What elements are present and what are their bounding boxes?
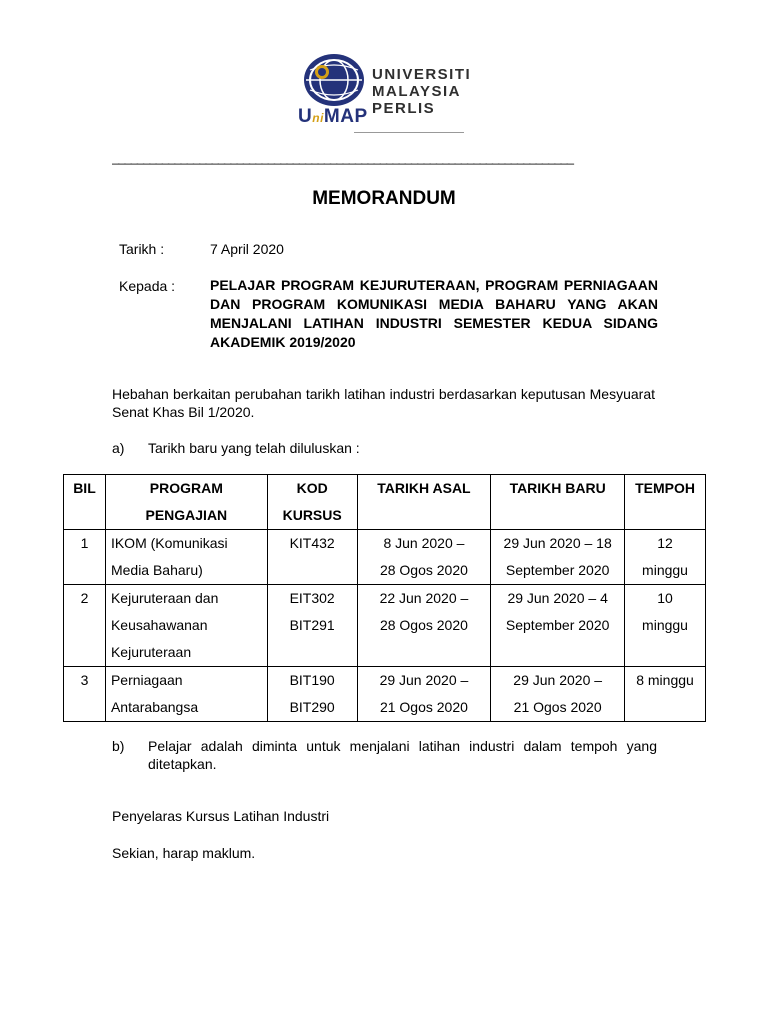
table-row [64,530,706,585]
table-row [64,667,706,722]
header-tempoh: TEMPOH [625,475,706,530]
cell-kod: EIT302 BIT291 [267,585,357,667]
cell-bil: 1 [64,530,106,585]
intro-paragraph: Hebahan berkaitan perubahan tarikh latihan industri berdasarkan keputusan Mesyuarat Senat Khas Bil 1/2020. [112,386,655,420]
list-marker: a) [112,440,125,456]
header-program: PROGRAM PENGAJIAN [105,475,267,530]
cell-tarikh-asal: 22 Jun 2020 – 28 Ogos 2020 [357,585,491,667]
memo-title: MEMORANDUM [312,188,456,209]
list-marker: b) [112,738,125,754]
logo-underline [354,132,464,133]
schedule-table [63,474,706,722]
cell-bil: 2 [64,585,106,667]
list-item-a [112,439,672,459]
table-header-row [64,475,706,530]
cell-kod: KIT432 [267,530,357,585]
header-tarikh-baru: TARIKH BARU [491,475,625,530]
table-row [64,585,706,667]
date-label: Tarikh : [119,241,165,257]
cell-program: IKOM (Komunikasi Media Baharu) [105,530,267,585]
university-name: UNIVERSITI MALAYSIA PERLIS [372,66,472,117]
header-bil: BIL [64,475,106,530]
university-acronym: UniMAP [298,106,368,127]
globe-emblem-icon [300,50,364,108]
recipient-value: PELAJAR PROGRAM KEJURUTERAAN, PROGRAM PERNIAGAAN DAN PROGRAM KOMUNIKASI MEDIA BAHARU YANG AKAN MENJALANI LATIHAN INDUSTRI SEMESTER KEDUA SIDANG AKADEMIK 2019/2020 [210,277,658,350]
cell-tempoh: 8 minggu [625,667,706,722]
list-text: Tarikh baru yang telah diluluskan : [148,440,360,456]
header-tarikh-asal: TARIKH ASAL [357,475,491,530]
recipient-label: Kepada : [119,278,176,294]
cell-tarikh-asal: 8 Jun 2020 – 28 Ogos 2020 [357,530,491,585]
cell-tarikh-baru: 29 Jun 2020 – 21 Ogos 2020 [491,667,625,722]
cell-tarikh-asal: 29 Jun 2020 – 21 Ogos 2020 [357,667,491,722]
header-kod: KOD KURSUS [267,475,357,530]
cell-kod: BIT190 BIT290 [267,667,357,722]
header-separator: __________________________________________________________________________ [112,150,574,165]
closing-line: Sekian, harap maklum. [112,845,256,861]
cell-program: Kejuruteraan dan Keusahawanan Kejuruteraan [105,585,267,667]
date-value: 7 April 2020 [210,241,284,257]
cell-tarikh-baru: 29 Jun 2020 – 18 September 2020 [491,530,625,585]
signatory: Penyelaras Kursus Latihan Industri [112,808,330,824]
cell-program: Perniagaan Antarabangsa [105,667,267,722]
cell-tempoh: 12 minggu [625,530,706,585]
list-text: Pelajar adalah diminta untuk menjalani latihan industri dalam tempoh yang ditetapkan. [148,738,657,772]
cell-bil: 3 [64,667,106,722]
university-logo [296,48,476,136]
list-item-b [112,737,657,777]
cell-tarikh-baru: 29 Jun 2020 – 4 September 2020 [491,585,625,667]
cell-tempoh: 10 minggu [625,585,706,667]
